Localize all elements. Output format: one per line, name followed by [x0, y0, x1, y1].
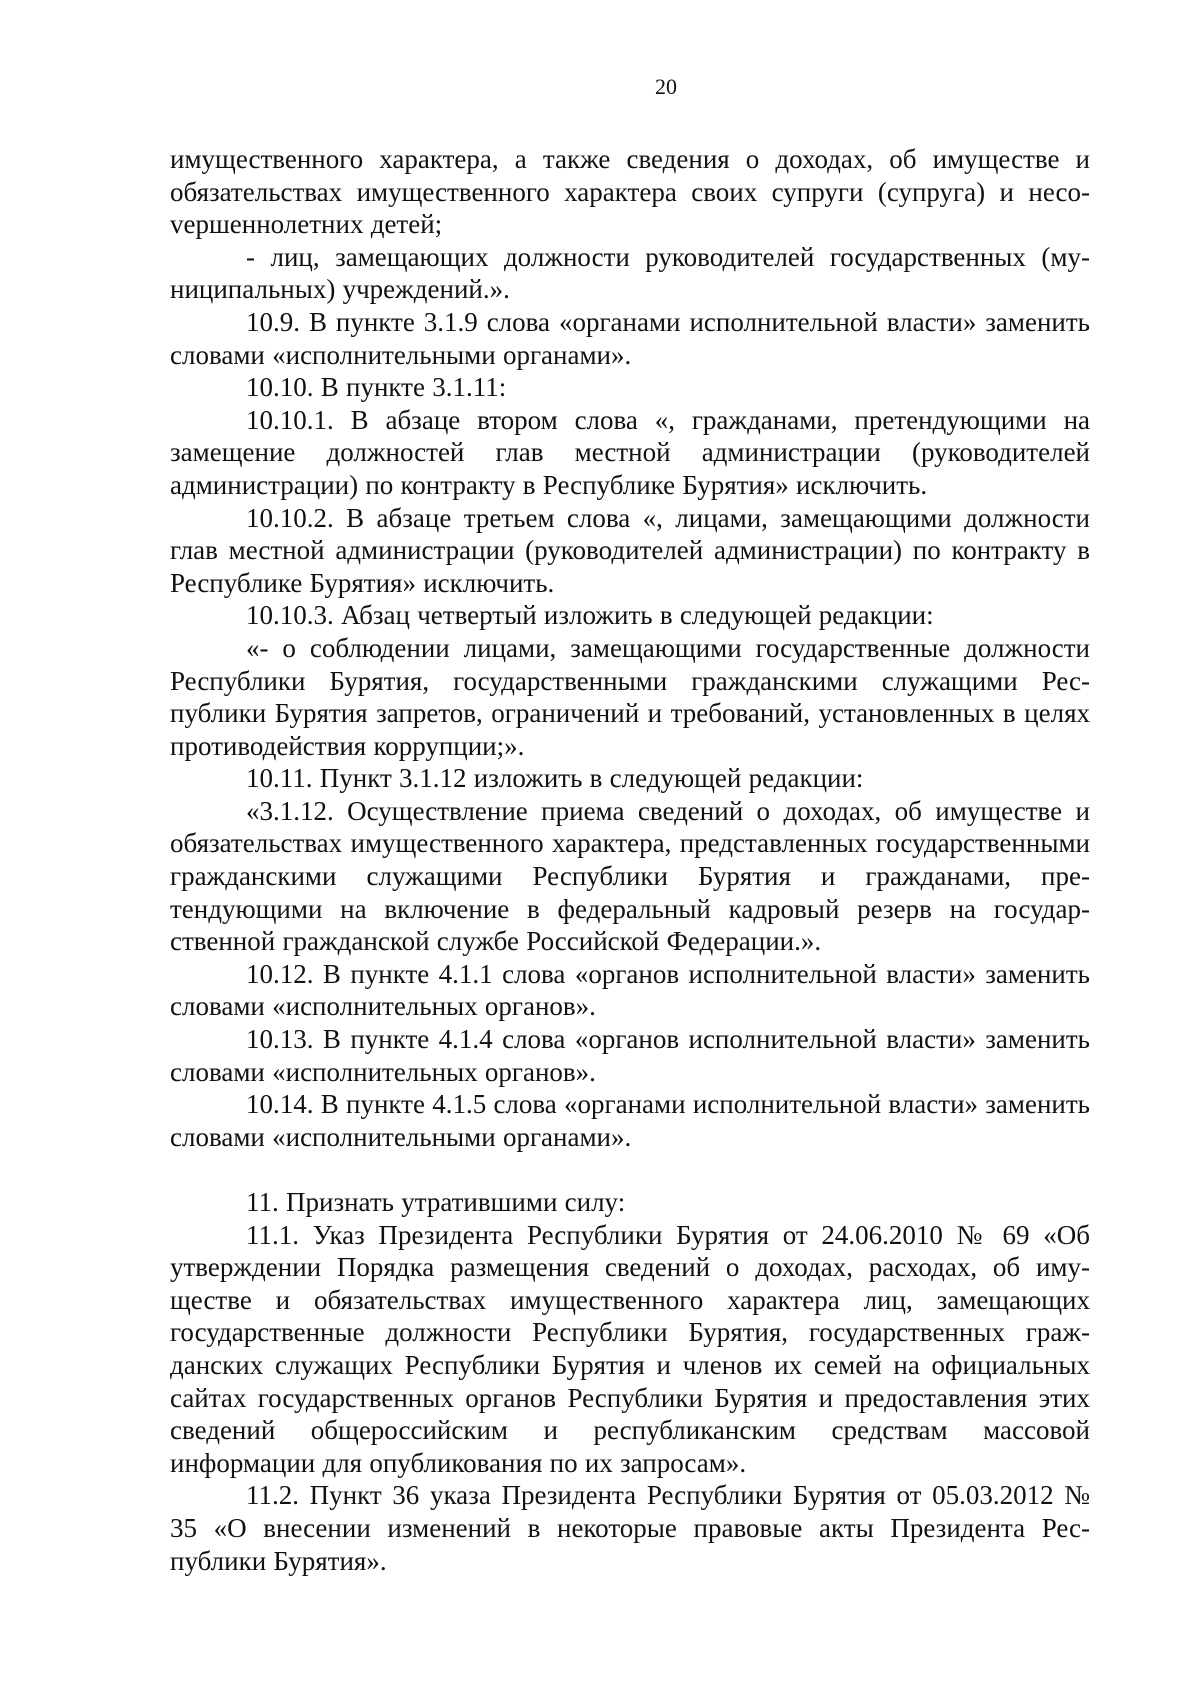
paragraph-10-14: 10.14. В пункте 4.1.5 слова «органами исполнительной власти» заменить словами «исполнительными органами».	[170, 1089, 1090, 1152]
paragraph-10-12: 10.12. В пункте 4.1.1 слова «органов исполнительной власти» заменить словами «исполнительных органов».	[170, 958, 1090, 1022]
paragraph-11-1: 11.1. Указ Президента Республики Бурятия от 24.06.2010 № 69 «Об утверждении Порядка размещения сведений о доходах, расходах, об имуществе и обязательствах имущественного характера лиц, замещающих государственные должности Республики Бурятия, государственных гражданских служащих Республики Бурятия и членов их семей на официальных сайтах государственных органов Республики Бурятия и предоставления этих сведений общероссийским и республиканским средствам массовой информации для опубликования по их запросам».	[170, 1219, 1090, 1478]
paragraph-10-13: 10.13. В пункте 4.1.4 слова «органов исполнительной власти» заменить словами «исполнительных органов».	[170, 1024, 1090, 1087]
paragraph-10-11: 10.11. Пункт 3.1.12 изложить в следующей редакции:	[246, 763, 864, 794]
paragraph-11-2: 11.2. Пункт 36 указа Президента Республики Бурятия от 05.03.2012 № 35 «О внесении изменений в некоторые правовые акты Президента Республики Бурятия».	[170, 1480, 1090, 1576]
paragraph-10-9: 10.9. В пункте 3.1.9 слова «органами исполнительной власти» заменить словами «исполнительными органами».	[170, 306, 1090, 370]
paragraph-list-item: - лиц, замещающих должности руководителей государственных (муниципальных) учреждений.».	[170, 241, 1090, 305]
paragraph-continuation: имущественного характера, а также сведения о доходах, об имуществе и обязательствах имущественного характера своих супруги (супруга) и несоvершеннолетних детей;	[170, 144, 1090, 240]
paragraph-10-10-1: 10.10.1. В абзаце втором слова «, гражданами, претендующими на замещение должностей глав местной администрации (руководителей администрации) по контракту в Республике Бурятия» исключить.	[170, 404, 1090, 500]
paragraph-10-11-quote: «3.1.12. Осуществление приема сведений о доходах, об имуществе и обязательствах имущественного характера, представленных государственными гражданскими служащими Республики Бурятия и гражданами, претендующими на включение в федеральный кадровый резерв на государственной гражданской службе Российской Федерации.».	[170, 795, 1090, 957]
paragraph-10-10: 10.10. В пункте 3.1.11:	[246, 372, 507, 403]
page-number: 20	[655, 74, 677, 99]
paragraph-10-10-2: 10.10.2. В абзаце третьем слова «, лицами, замещающими должности глав местной администрации (руководителей администрации) по контракту в Республике Бурятия» исключить.	[170, 502, 1090, 598]
document-body	[170, 143, 1090, 1577]
paragraph-10-10-3: 10.10.3. Абзац четвертый изложить в следующей редакции:	[246, 600, 934, 631]
paragraph-11: 11. Признать утратившими силу:	[246, 1187, 626, 1217]
paragraph-10-10-3-quote: «- о соблюдении лицами, замещающими государственные должности Республики Бурятия, государственными гражданскими служащими Республики Бурятия запретов, ограничений и требований, установленных в целях противодействия коррупции;».	[170, 632, 1090, 761]
section-gap	[170, 1153, 1090, 1186]
